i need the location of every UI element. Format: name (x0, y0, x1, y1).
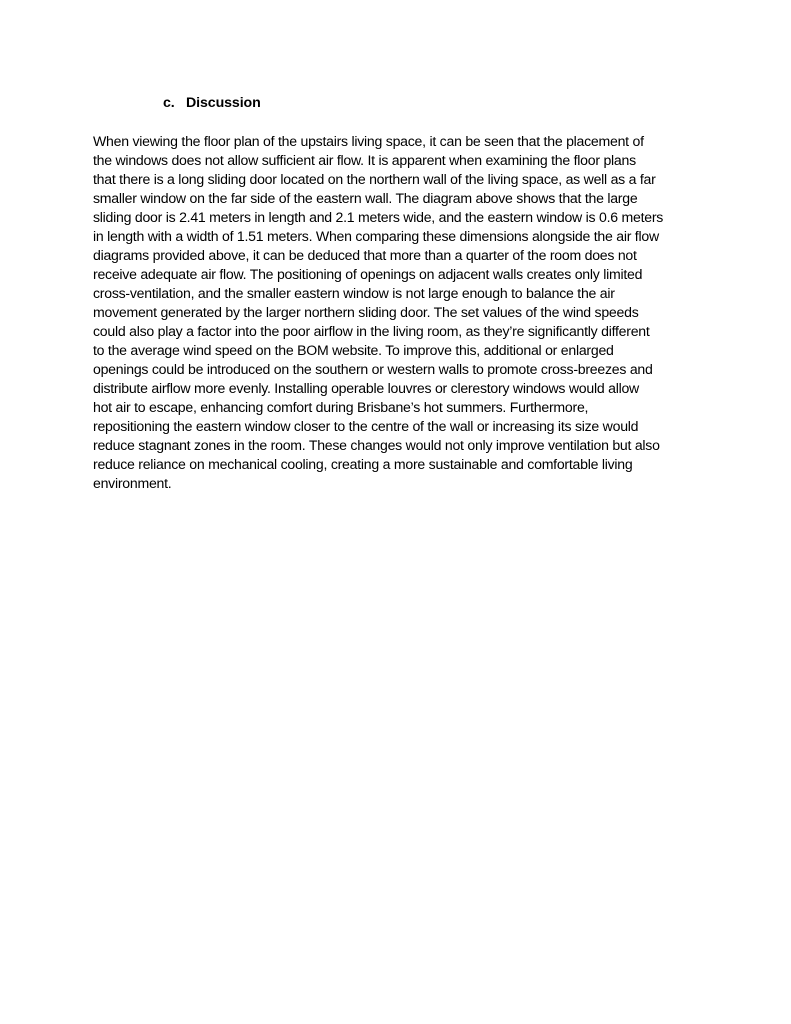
paragraph-line: movement generated by the larger northern sliding door. The set values of the wind speeds (93, 304, 639, 320)
paragraph-line: in length with a width of 1.51 meters. When comparing these dimensions alongside the air flow (93, 228, 659, 244)
paragraph-line: When viewing the floor plan of the upstairs living space, it can be seen that the placement of (93, 133, 644, 149)
paragraph-line: that there is a long sliding door located on the northern wall of the living space, as well as a far (93, 171, 656, 187)
paragraph-line: to the average wind speed on the BOM website. To improve this, additional or enlarged (93, 342, 614, 358)
paragraph-line: repositioning the eastern window closer to the centre of the wall or increasing its size would (93, 418, 639, 434)
paragraph-line: receive adequate air flow. The positioning of openings on adjacent walls creates only limited (93, 266, 643, 282)
paragraph-line: diagrams provided above, it can be deduced that more than a quarter of the room does not (93, 247, 637, 263)
paragraph-line: cross-ventilation, and the smaller eastern window is not large enough to balance the air (93, 285, 615, 301)
paragraph-line: hot air to escape, enhancing comfort during Brisbane’s hot summers. Furthermore, (93, 399, 589, 415)
paragraph-line: openings could be introduced on the southern or western walls to promote cross-breezes and (93, 361, 653, 377)
paragraph-line: could also play a factor into the poor airflow in the living room, as they’re significantly different (93, 323, 650, 339)
paragraph-line: reduce stagnant zones in the room. These changes would not only improve ventilation but also (93, 437, 660, 453)
paragraph-line: the windows does not allow sufficient air flow. It is apparent when examining the floor plans (93, 152, 636, 168)
paragraph-line: sliding door is 2.41 meters in length and 2.1 meters wide, and the eastern window is 0.6 meters (93, 209, 664, 225)
paragraph-line: distribute airflow more evenly. Installing operable louvres or clerestory windows would allow (93, 380, 639, 396)
paragraph-line: smaller window on the far side of the eastern wall. The diagram above shows that the large (93, 190, 638, 206)
discussion-paragraph (93, 132, 713, 493)
paragraph-line: environment. (93, 475, 172, 491)
section-title: Discussion (186, 95, 261, 111)
paragraph-line: reduce reliance on mechanical cooling, creating a more sustainable and comfortable living (93, 456, 633, 472)
section-heading (163, 94, 261, 112)
section-marker: c. (163, 95, 175, 111)
